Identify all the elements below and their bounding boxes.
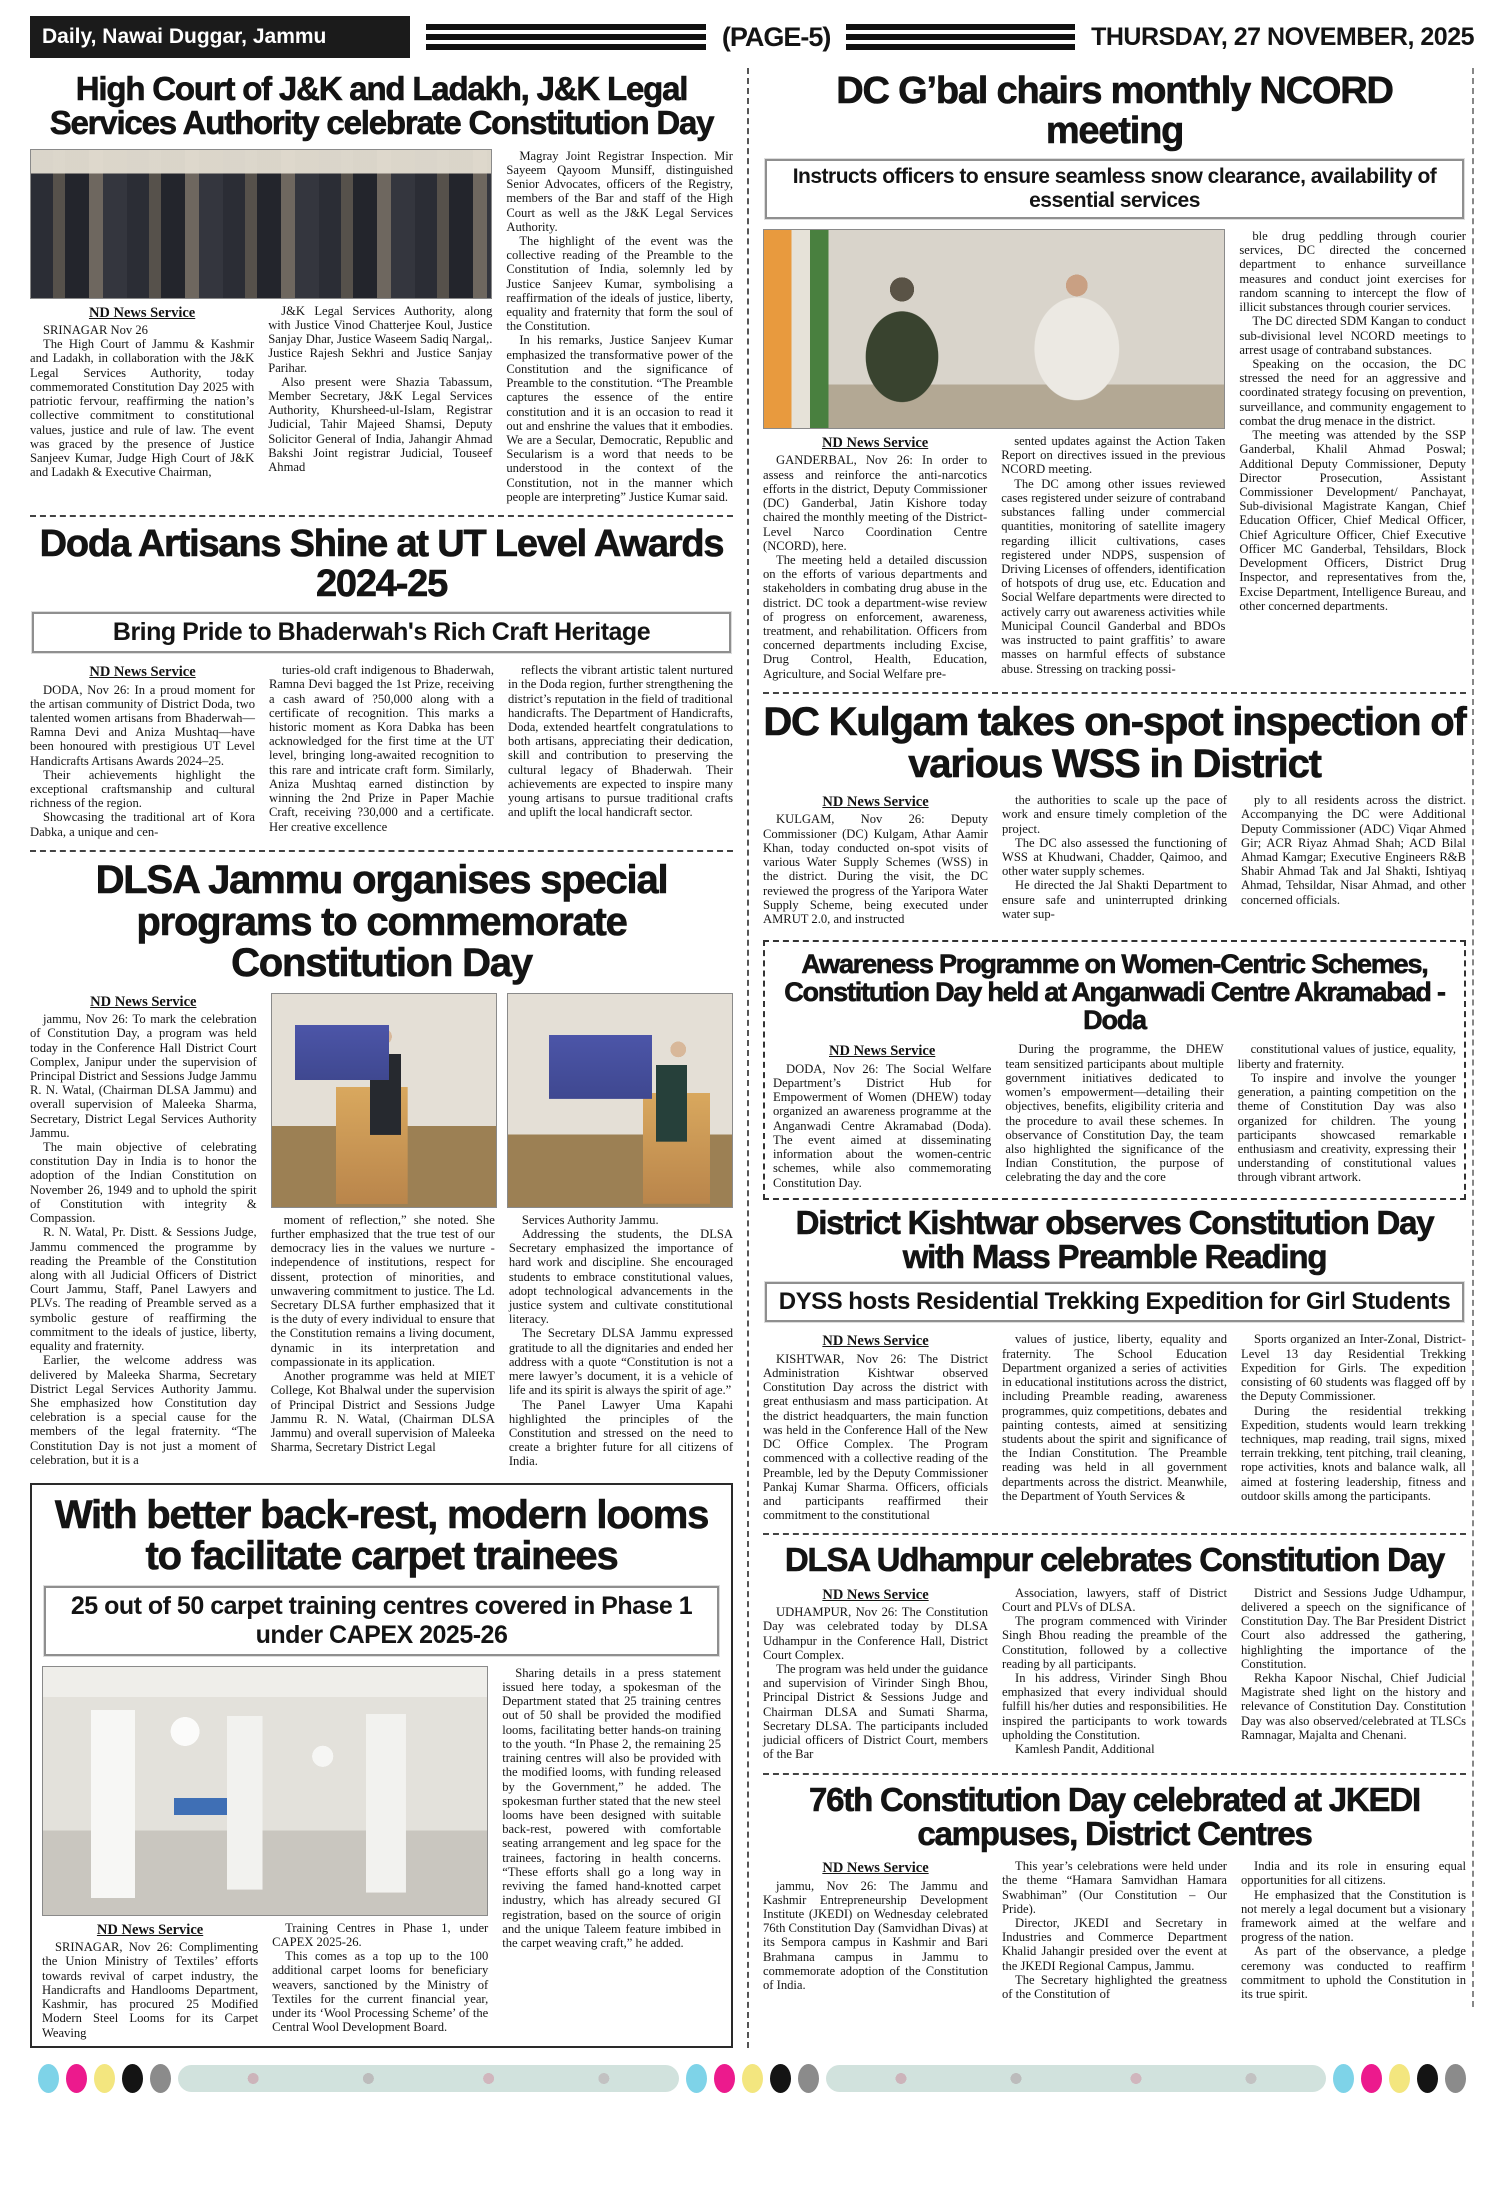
article-column [763, 1332, 988, 1522]
registration-dot-cyan [1333, 2064, 1354, 2093]
article-paragraph: He emphasized that the Constitution is not merely a legal document but a visionary framework aimed at the welfare and progress of the nation. [1241, 1887, 1466, 1945]
article-paragraph: The main objective of celebrating constitution Day in India is to honor the adoption of the Indian Constitution on November 26, 1949 and to uphold the spirit of Constitution with integrity & Compassion. [30, 1140, 257, 1226]
byline: ND News Service [829, 1043, 936, 1060]
byline: ND News Service [822, 1586, 929, 1603]
header-rule-bars-right [846, 24, 1075, 50]
article-separator [763, 1773, 1466, 1775]
article-paragraph: Speaking on the occasion, the DC stressed the need for an aggressive and coordinated strategy focusing on prevention, surveillance, and community engagement to combat the drug menace in the district. [1239, 357, 1466, 428]
masthead: Daily, Nawai Duggar, Jammu [30, 16, 410, 58]
article-paragraph: The Secretary highlighted the greatness of the Constitution of [1002, 1972, 1227, 2002]
article-paragraph: In his address, Virinder Singh Bhou emphasized that every individual should fulfill his/her duties and responsibilities. He inspired the participants to work towards upholding the Constitution. [1002, 1671, 1227, 1742]
article-paragraph: The meeting was attended by the SSP Ganderbal, Khalil Ahmad Poswal; Additional Deputy Commissioner, Deputy Director Prosecution, Assistant Commissioner Development/ Panchayat, Sub-divisional Magistrate Kangan, Chief Education Officer, Chief Medical Officer, Chief Agriculture Officer, Chief Executive Officer MC Ganderbal, Tehsildars, Block Development Officers, District Drug Inspector, and representatives from the, Excise Department, Intelligence Bureau, and other concerned departments. [1239, 428, 1466, 613]
article-column [1241, 1586, 1466, 1742]
byline: ND News Service [96, 1921, 204, 1938]
article-column [30, 663, 255, 839]
registration-dot-cyan [686, 2064, 707, 2093]
article-headline: DC G’bal chairs monthly NCORD meeting [836, 70, 1393, 152]
article-paragraph: KULGAM, Nov 26: Deputy Commissioner (DC) Kulgam, Athar Aamir Khan, today conducted on-spot visits of various Water Supply Schemes (WSS) in the district. During the visit, the DC reviewed the progress of the Yaripora Water Supply Scheme, being executed under AMRUT 2.0, and instructed [763, 812, 988, 926]
article-separator [763, 1533, 1466, 1535]
byline: ND News Service [822, 1860, 929, 1877]
article-paragraph: The DC among other issues reviewed cases registered under seizure of contraband substances falling under commercial quantities, monitoring of satellite imagery regarding illicit cultivations, cases registered under NDPS, suspension of Driving Licenses of offenders, identification of hotspots of drug use, etc. Education and Social Welfare departments were directed to actively carry out awareness activities while Municipal Council Ganderbal and BDOs was instructed to paint graffitis’ to aware masses on harmful effects of substance abuse. Stressing on tracking possi- [1001, 476, 1226, 676]
article-paragraph: GANDERBAL, Nov 26: In order to assess and reinforce the anti-narcotics efforts in the district, Deputy Commissioner (DC) Ganderbal, Jatin Kishore today chaired the monthly meeting of the District-Level Narco Coordination Centre (NCORD), here. [763, 453, 988, 553]
article-column [509, 1213, 733, 1469]
photo-dlsa-speaker-male [271, 993, 497, 1208]
registration-dot-yellow [1389, 2064, 1410, 2093]
registration-dot-black [770, 2064, 791, 2093]
registration-bar [826, 2065, 1327, 2092]
article-paragraph: sented updates against the Action Taken Report on directives issued in the previous NCORD meeting. [1001, 434, 1226, 477]
registration-dot-gray [1445, 2064, 1466, 2093]
article-paragraph: DODA, Nov 26: The Social Welfare Department’s District Hub for Empowerment of Women (DHEW) today organized an awareness programme at the Anganwadi Centre Akramabad (Doda). The event aimed at disseminating information about the women-centric schemes, while also commemorating Constitution Day. [773, 1061, 992, 1190]
print-registration-strip [38, 2064, 1466, 2093]
article-column [1002, 1332, 1227, 1503]
article-subhead: DYSS hosts Residential Trekking Expedition for Girl Students [765, 1282, 1464, 1322]
left-column-group [30, 68, 749, 2048]
header-rule-bars-left [426, 24, 706, 50]
article-column [30, 304, 254, 480]
byline: ND News Service [821, 435, 929, 452]
article-paragraph: Earlier, the welcome address was delivered by Maleeka Sharma, Secretary District Legal Services Authority Jammu. She emphasized how Constitution day celebration is a special cause for the members of the legal fraternity. “The Constitution Day is not just a moment of celebration, but it is a [30, 1353, 257, 1467]
registration-dot-gray [150, 2064, 171, 2093]
registration-dot-gray [798, 2064, 819, 2093]
article-paragraph: KISHTWAR, Nov 26: The District Administration Kishtwar observed Constitution Day across the district with great enthusiasm and mass participation. At the district headquarters, the main function was held in the Conference Hall of the New DC Office Complex. The Program commenced with a collective reading of the Preamble, led by the Deputy Commissioner Pankaj Kumar Sharma. Officers, officials and participants reaffirmed their commitment to the constitutional [763, 1351, 988, 1523]
article-paragraph: Rekha Kapoor Nischal, Chief Judicial Magistrate shed light on the history and relevance of Constitution Day. Constitution Day was also observed/celebrated at TLSCs Ramnagar, Majalta and Chenani. [1241, 1671, 1466, 1742]
article-column [1002, 1586, 1227, 1757]
article-paragraph: SRINAGAR Nov 26 [43, 323, 148, 337]
byline: ND News Service [88, 304, 196, 321]
article-paragraph: During the programme, the DHEW team sensitized participants about multiple government initiatives dedicated to women’s empowerment—detailing their objectives, benefits, eligibility criteria and the procedure to avail these schemes. In observance of Constitution Day, the team also highlighted the significance of the Indian Constitution, the purpose of celebrating the day and the core [1005, 1042, 1224, 1185]
article-paragraph: Also present were Shazia Tabassum, Member Secretary, J&K Legal Services Authority, Khursheed-ul-Islam, Registrar Judicial, Tahir Majeed Shamsi, Deputy Solicitor General of India, Jahangir Ahmad Bakshi Joint registrar Judicial, Touseef Ahmad [268, 374, 493, 475]
registration-dot-black [1417, 2064, 1438, 2093]
article-column [42, 1921, 258, 2040]
article-paragraph: SRINAGAR, Nov 26: Complimenting the Union Ministry of Textiles’ efforts towards revival of carpet industry, the Handicrafts and Handlooms Department, Kashmir, has procured 25 Modified Modern Steel Looms for its Carpet Weaving [42, 1940, 259, 2040]
article-paragraph: J&K Legal Services Authority, along with Justice Vinod Chatterjee Koul, Justice Sanjay Dhar, Justice Waseem Sadiq Nargal,. Justice Rajesh Sekhri and Justice Sanjay Parihar. [268, 303, 493, 375]
article-paragraph: jammu, Nov 26: To mark the celebration of Constitution Day, a program was held today in the Conference Hall District Court Complex, Janipur under the supervision of Principal District and Sessions Judge Jammu R. N. Watal, (Chairman DLSA Jammu) and overall supervision of Maleeka Sharma, Secretary, District Legal Services Authority Jammu. [30, 1012, 257, 1140]
photo-highcourt-preamble-reading [30, 149, 492, 299]
issue-date: THURSDAY, 27 NOVEMBER, 2025 [1091, 22, 1474, 51]
article-paragraph: The highlight of the event was the collective reading of the Preamble to the Constitution of India, solemnly led by Justice Sanjeev Kumar, symbolising a reaffirmation of the ideals of justice, liberty, equality and fraternity that form the soul of the Constitution. [506, 233, 733, 334]
article-paragraph: Director, JKEDI and Secretary in Industries and Commerce Department Khalid Jahangir presided over the event at the JKEDI Regional Campus, Jammu. [1002, 1916, 1227, 1973]
article-subhead: Bring Pride to Bhaderwah's Rich Craft Heritage [32, 612, 731, 653]
article-paragraph: Kamlesh Pandit, Additional [1015, 1742, 1155, 1757]
article-paragraph: ply to all residents across the district. Accompanying the DC were Additional Deputy Commissioner (ADC) Viqar Ahmed Gir; ACR Riyaz Ahmad Shah; ACD Bilal Ahmad Kamgar; Executive Engineers R&B Shabir Ahmad Tak and Jal Shakti, Ishtiyaq Ahmad, Tehsildar, Nisar Ahmad, and other concerned officials. [1241, 793, 1466, 907]
article-paragraph: The High Court of Jammu & Kashmir and Ladakh, in collaboration with the J&K Legal Services Authority, today commemorated Constitution Day 2025 with patriotic fervour, reaffirming the nation’s collective commitment to constitutional values, justice and rule of law. The event was graced by the presence of Justice Sanjeev Kumar, Judge High Court of J&K and Ladakh & Executive Chairman, [30, 337, 255, 480]
article-headline: DLSA Udhampur celebrates Constitution Day [784, 1541, 1445, 1579]
article-doda-artisans [30, 521, 733, 845]
article-column [1005, 1042, 1223, 1184]
article-paragraph: Magray Joint Registrar Inspection. Mir Sayeem Qayoom Munsiff, distinguished Senior Advocates, officers of the Registry, members of the Bar and staff of the High Court as well as the J&K Legal Services Authority. [506, 148, 733, 234]
article-column [773, 1042, 991, 1189]
article-headline: Awareness Programme on Women-Centric Schemes, Constitution Day held at Anganwadi Centre Akramabad -Doda [784, 949, 1445, 1036]
article-subhead: 25 out of 50 carpet training centres covered in Phase 1 under CAPEX 2025-26 [44, 1586, 719, 1656]
article-paragraph: moment of reflection,” she noted. She further emphasized that the true test of our democracy lies in the values we nurture - independence of institutions, respect for dissent, protection of minorities, and unwavering commitment to justice. The Ld. Secretary DLSA further emphasized that it is the duty of every individual to ensure that the Constitution remains a living document, dynamic in its interpretation and compassionate in its application. [270, 1212, 495, 1369]
article-headline: With better back-rest, modern looms to facilitate carpet trainees [54, 1492, 709, 1579]
article-paragraph: jammu, Nov 26: The Jammu and Kashmir Entrepreneurship Development Institute (JKEDI) on Wednesday celebrated 76th Constitution Day (Samvidhan Divas) at its Sempora campus in Kashmir and Bari Brahmana campus in Jammu to commemorate adoption of the Constitution of India. [763, 1878, 988, 1993]
article-column [763, 434, 987, 681]
registration-dot-yellow [94, 2064, 115, 2093]
byline: ND News Service [822, 794, 929, 811]
article-paragraph: constitutional values of justice, equality, liberty and fraternity. [1237, 1042, 1456, 1071]
article-headline: District Kishtwar observes Constitution Day with Mass Preamble Reading [795, 1203, 1434, 1276]
photo-ncord-meeting [763, 229, 1225, 429]
right-column-group [749, 68, 1474, 2007]
byline: ND News Service [90, 993, 197, 1010]
article-paragraph: Another programme was held at MIET College, Kot Bhalwal under the supervision of Principal District and Sessions Judge Jammu R. N. Watal, (Chairman DLSA Jammu) and overall supervision of Maleeka Sharma, Secretary District Legal [270, 1369, 495, 1455]
article-dlsa-udhampur [763, 1539, 1466, 1767]
registration-dot-magenta [714, 2064, 735, 2093]
article-paragraph: UDHAMPUR, Nov 26: The Constitution Day was celebrated today by DLSA Udhampur in the Conference Hall, District Court Complex. [763, 1605, 988, 1662]
article-paragraph: Sports organized an Inter-Zonal, District-Level 13 day Residential Trekking Expedition for Girls. The expedition consisting of 60 students was flagged off by the Deputy Commissioner. [1241, 1332, 1466, 1404]
article-column [763, 793, 988, 926]
article-paragraph: The Panel Lawyer Uma Kapahi highlighted the principles of the Constitution and stressed on the need to create a brighter future for all citizens of India. [508, 1397, 734, 1469]
article-paragraph: The DC also assessed the functioning of WSS at Khudwani, Chadder, Qaimoo, and other water supply schemes. [1002, 835, 1227, 879]
article-column [1002, 793, 1227, 921]
article-paragraph: turies-old craft indigenous to Bhaderwah, Ramna Devi bagged the 1st Prize, receiving a cash award of ?50,000 along with a certificate of recognition. This marks a historic moment as Kora Dabka has been acknowledged for the first time at the UT level, bringing long-awaited recognition to this rare and intricate craft form. Similarly, Aniza Mushtaq earned distinction by winning the 2nd Prize in Paper Machie Craft, receiving ?30,000 and a certificate. Her creative excellence [269, 663, 494, 834]
article-separator [30, 850, 733, 852]
article-separator [763, 692, 1466, 694]
article-separator [30, 515, 733, 517]
article-paragraph: To inspire and involve the younger generation, a painting competition on the theme of Constitution Day was also organized for children. The young participants showcased remarkable enthusiasm and creativity, expressing their understanding of constitutional values through vibrant artwork. [1237, 1070, 1456, 1185]
byline: ND News Service [89, 664, 196, 681]
article-paragraph: As part of the observance, a pledge ceremony was conducted to reaffirm commitment to uphold the Constitution in its true spirit. [1241, 1944, 1466, 2002]
article-paragraph: reflects the vibrant artistic talent nurtured in the Doda region, further strengthening the district’s reputation in the field of traditional handicrafts. The Department of Handicrafts, Doda, extended heartfelt congratulations to both artisans, appreciating their dedication, skill and contribution to preserving the cultural legacy of Bhaderwah. Their achievements are expected to inspire many young artisans to pursue traditional crafts and uplift the local handicraft sector. [508, 663, 733, 820]
article-paragraph: Services Authority Jammu. [521, 1212, 659, 1227]
article-paragraph: the authorities to scale up the pace of work and ensure timely completion of the project. [1002, 793, 1227, 836]
article-paragraph: The program commenced with Virinder Singh Bhou reading the preamble of the Constitution, followed by a collective reading by all participants. [1002, 1614, 1227, 1671]
page-number-label: (PAGE-5) [721, 21, 831, 52]
article-paragraph: Association, lawyers, staff of District Court and PLVs of DLSA. [1002, 1585, 1227, 1614]
article-column [508, 663, 733, 819]
article-ncord [763, 68, 1466, 687]
article-column [1239, 229, 1466, 613]
byline: ND News Service [822, 1333, 929, 1350]
article-headline: Doda Artisans Shine at UT Level Awards 2024-25 [39, 523, 724, 605]
article-column [1001, 434, 1225, 676]
article-paragraph: DODA, Nov 26: In a proud moment for the artisan community of District Doda, two talented women artisans from Bhaderwah—Ramna Devi and Aniza Mushtaq—have been honoured with prestigious UT Level Handicrafts Artisans Awards 2024–25. [30, 682, 255, 768]
article-paragraph: Their achievements highlight the exceptional craftsmanship and cultural richness of the region. [30, 767, 255, 811]
article-paragraph: The Secretary DLSA Jammu expressed gratitude to all the dignitaries and ended her address with a quote “Constitution is not a mere lawyer’s document, it is a vehicle of life and its spirit is always the spirit of age.” [508, 1326, 734, 1398]
article-paragraph: District and Sessions Judge Udhampur, delivered a speech on the significance of Constitution Day. The Bar President District Court also addressed the gathering, highlighting the importance of the Constitution. [1241, 1585, 1466, 1671]
article-paragraph: This year’s celebrations were held under the theme “Hamara Samvidhan Hamara Swabhiman” (Our Constitution – Our Pride). [1002, 1859, 1227, 1916]
article-paragraph: The meeting held a detailed discussion on the efforts of various departments and stakeholders in combating drug abuse in the district. DC took a department-wise review of progress on enforcement, awareness, treatment, and rehabilitation. Officers from concerned departments including Excise, Drug Control, Health, Education, Agriculture, and Social Welfare pre- [763, 552, 988, 681]
article-paragraph: India and its role in ensuring equal opportunities for all citizens. [1241, 1859, 1466, 1888]
registration-bar [178, 2065, 679, 2092]
article-column [763, 1859, 988, 1992]
article-paragraph: ble drug peddling through courier services, DC directed the concerned department to enhance surveillance measures and conduct joint exercises for random scanning to intercept the flow of illicit substances through courier services. [1239, 229, 1466, 315]
cmyk-dot-group [1333, 2064, 1466, 2093]
article-paragraph: Training Centres in Phase 1, under CAPEX 2025-26. [272, 1920, 489, 1950]
article-subhead: Instructs officers to ensure seamless snow clearance, availability of essential services [765, 159, 1464, 219]
article-paragraph: R. N. Watal, Pr. Distt. & Sessions Judge, Jammu commenced the programme by reading the Preamble of the Constitution along with all Judicial Officers of District Court Jammu, Staff, Panel Lawyers and PLVs. The reading of Preamble served as a symbolic gesture of reaffirming the commitment to the ideals of justice, liberty, equality and fraternity. [30, 1225, 257, 1354]
article-column [1241, 793, 1466, 907]
article-paragraph: During the residential trekking Expedition, students would learn trekking techniques, map reading, trail signs, mixed terrain trekking, tent pitching, trail cleaning, rope activities, knots and balance walk, all aimed at fostering leadership, fitness and outdoor skills among the participants. [1241, 1403, 1466, 1503]
article-paragraph: This comes as a top up to the 100 additional carpet looms for beneficiary weavers, sanctioned by the Ministry of Textiles for the current financial year, under its ‘Wool Processing Scheme’ of the Central Wool Development Board. [272, 1949, 489, 2035]
article-column [506, 149, 733, 504]
article-column [269, 663, 494, 834]
article-headline: High Court of J&K and Ladakh, J&K Legal Services Authority celebrate Constitution Day [49, 70, 714, 142]
registration-dot-black [122, 2064, 143, 2093]
cmyk-dot-group [38, 2064, 171, 2093]
article-carpet-looms [30, 1483, 733, 2048]
article-paragraph: Showcasing the traditional art of Kora Dabka, a unique and cen- [30, 810, 255, 839]
article-dlsa-jammu [30, 856, 733, 1475]
article-column [271, 1213, 495, 1455]
article-paragraph: He directed the Jal Shakti Department to ensure safe and uninterrupted drinking water sup- [1002, 878, 1227, 921]
article-column [1002, 1859, 1227, 2001]
article-jkedi [763, 1779, 1466, 2008]
article-column [763, 1586, 988, 1762]
photo-modern-steel-looms [42, 1666, 488, 1916]
article-paragraph: Addressing the students, the DLSA Secretary emphasized the importance of hard work and discipline. She encouraged students to embrace constitutional values, adopt technological advancements in the justice system and cultivate constitutional literacy. [508, 1226, 734, 1327]
article-column [1241, 1332, 1466, 1503]
article-paragraph: In his remarks, Justice Sanjeev Kumar emphasized the transformative power of the Constitution and the significance of Preamble to the constitution. “The Preamble captures the essence of the entire constitution and it is an occasion to read it out and enshrine the values that it embodies. We are a Secular, Democratic, Republic and Secularism is a word that needs to be understood in the context of the Constitution, not in the manner which people are interpreting” Justice Kumar said. [506, 333, 733, 504]
article-paragraph: Sharing details in a press statement issued here today, a spokesman of the Department stated that 25 training centres out of 50 shall be provided the modified looms, facilitating better hands-on training to the youth. “In Phase 2, the remaining 25 training centres will also be provided with the modified looms, with funding released by the Government,” he added. The spokesman further stated that the new steel looms have been designed with suitable back-rest, powered with comfortable seating arrangement and leg space for the trainees, factoring in health concerns. “These efforts shall go a long way in reviving the famed hand-knotted carpet industry, which has already secured GI registration, based on the source of origin and the unique Taleem feature imbibed in the carpet weaving craft,” he added. [502, 1665, 721, 1950]
article-headline: DLSA Jammu organises special programs to commemorate Constitution Day [95, 857, 668, 986]
article-paragraph: The program was held under the guidance and supervision of Virinder Singh Bhou, Principal District & Sessions Judge and Chairman DLSA and Sumati Sharma, Secretary DLSA. The participants included judicial officers of District Court, members of the Bar [763, 1661, 988, 1762]
article-headline: DC Kulgam takes on-spot inspection of various WSS in District [763, 699, 1466, 786]
article-column [1241, 1859, 1466, 2001]
article-kulgam-wss [763, 698, 1466, 932]
article-kishtwar [763, 1202, 1466, 1529]
registration-dot-yellow [742, 2064, 763, 2093]
article-column [268, 304, 492, 475]
article-column [30, 993, 257, 1467]
article-column [1238, 1042, 1456, 1184]
article-headline: 76th Constitution Day celebrated at JKEDI campuses, District Centres [809, 1780, 1420, 1852]
article-column [502, 1666, 721, 1950]
photo-dlsa-speaker-female [507, 993, 733, 1208]
registration-dot-cyan [38, 2064, 59, 2093]
page-body [30, 68, 1474, 2048]
article-highcourt [30, 68, 733, 510]
article-paragraph: The DC directed SDM Kangan to conduct sub-divisional level NCORD meetings to arrest usage of contraband substances. [1239, 314, 1466, 357]
article-column [272, 1921, 488, 2035]
page-header [30, 16, 1474, 58]
registration-dot-magenta [1361, 2064, 1382, 2093]
article-paragraph: values of justice, liberty, equality and fraternity. The School Education Department organized a series of activities in educational institutions across the district, including Preamble reading, awareness programmes, quiz competitions, debates and painting contests, aimed at sensitizing students about the spirit and significance of the Indian Constitution. The Preamble reading was held in all government departments across the district. Meanwhile, the Department of Youth Services & [1002, 1332, 1227, 1503]
cmyk-dot-group [686, 2064, 819, 2093]
article-awareness-dhew [763, 940, 1466, 1200]
registration-dot-magenta [66, 2064, 87, 2093]
